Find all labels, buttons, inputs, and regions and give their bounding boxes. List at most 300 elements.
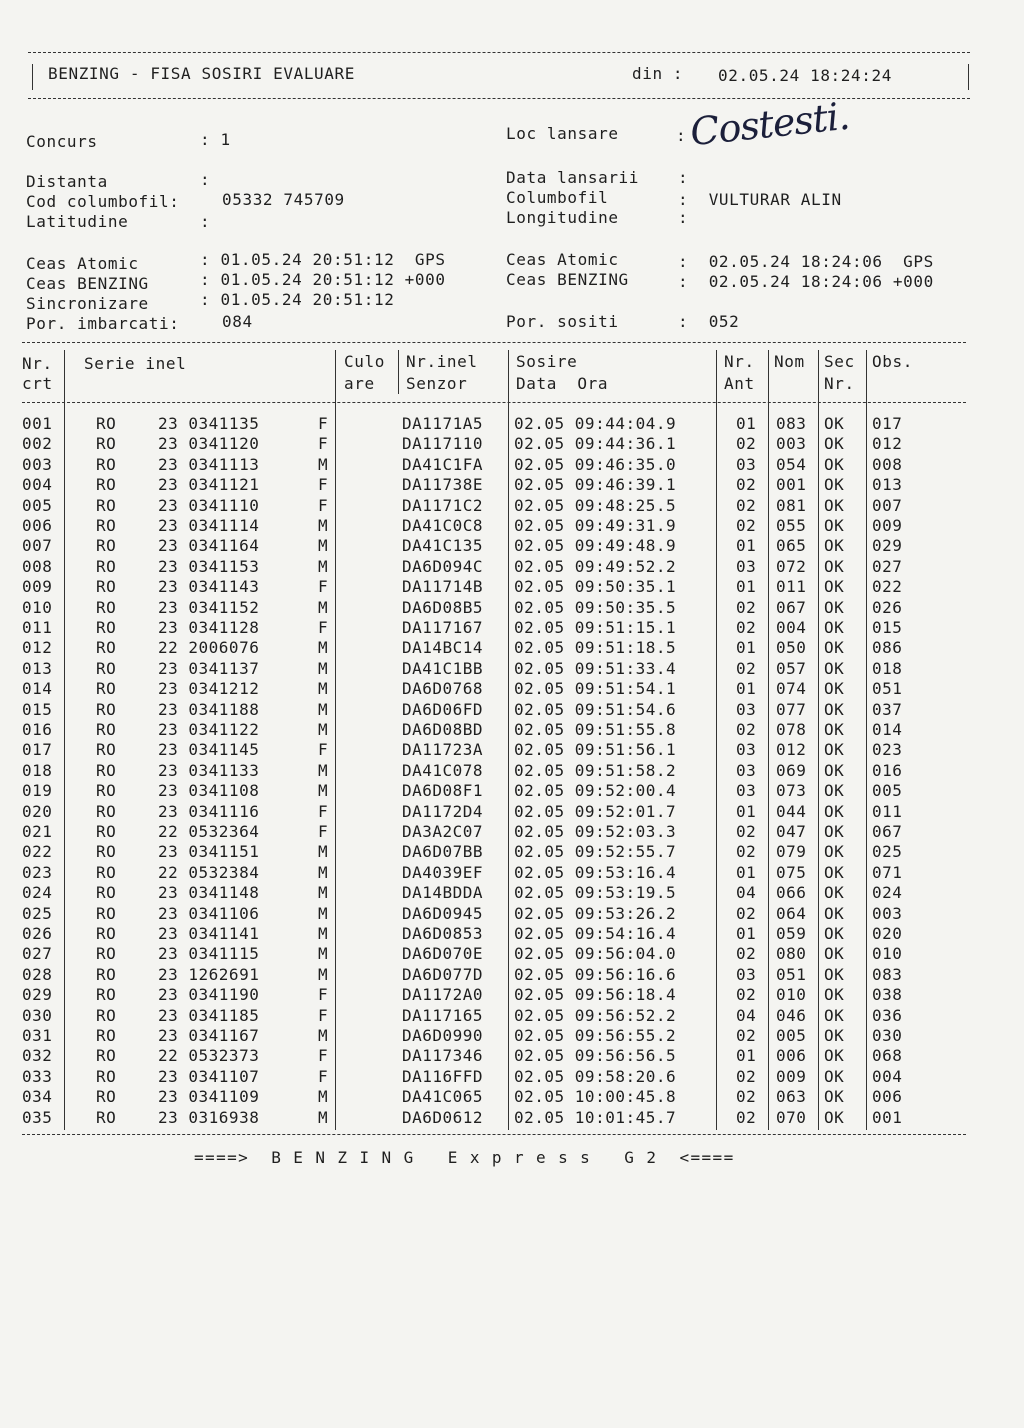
cell-obs: 023 [872,740,903,760]
cell-antenna: 01 [736,679,757,699]
cell-arrival-time: 02.05 09:49:31.9 [514,516,677,535]
col-header-nr-ant: Nr. [724,352,755,371]
concurs-label: Concurs [26,132,98,151]
cell-country: RO [96,1026,117,1045]
cell-arrival-time: 02.05 09:50:35.1 [514,577,677,597]
cell-nr: 026 [22,924,53,943]
cell-sex: M [318,1107,329,1127]
cell-obs: 020 [872,924,903,943]
ceas-atomic-start-value: : 01.05.24 20:51:12 GPS [200,250,446,269]
cell-ring-number: 23 0341120 [158,434,260,454]
cell-antenna: 03 [736,699,757,719]
cell-ring-number: 23 0341114 [158,516,260,535]
cell-obs: 009 [872,516,903,535]
cell-sex: M [318,699,329,719]
cell-nr: 002 [22,434,53,454]
cell-sex: M [318,679,329,699]
ceas-atomic-start-label: Ceas Atomic [26,254,139,273]
data-lansarii-value: : [678,168,689,187]
cell-country: RO [96,964,117,984]
cell-country: RO [96,679,117,699]
cell-antenna: 01 [736,801,757,821]
cell-sex: M [318,597,329,617]
table-top-border [22,342,966,343]
cell-sex: F [318,985,329,1005]
cell-sensor-ring: DA6D06FD [402,699,484,719]
cell-country: RO [96,862,117,882]
cell-obs: 006 [872,1087,903,1107]
cell-country: RO [96,414,117,433]
cell-arrival-time: 02.05 09:51:55.8 [514,720,677,739]
cell-sec: OK [824,964,845,984]
din-label: din : [632,64,684,83]
cell-sensor-ring: DA117165 [402,1005,484,1025]
cell-nr: 024 [22,883,53,903]
cell-sec: OK [824,760,845,780]
cell-country: RO [96,760,117,780]
cell-country: RO [96,801,117,821]
cell-arrival-time: 02.05 09:52:00.4 [514,781,677,801]
cell-sec: OK [824,720,845,739]
cell-obs: 018 [872,658,903,678]
cell-country: RO [96,1107,117,1127]
cell-nr: 004 [22,475,53,495]
cell-obs: 068 [872,1046,903,1066]
cell-country: RO [96,1005,117,1025]
col-header-ant: Ant [724,374,755,393]
cell-arrival-time: 02.05 09:44:36.1 [514,434,677,454]
cell-nom: 051 [776,964,807,984]
cell-nr: 032 [22,1046,53,1066]
cell-antenna: 02 [736,985,757,1005]
cell-nr: 001 [22,414,53,433]
cell-sensor-ring: DA1172D4 [402,801,484,821]
cell-nom: 074 [776,679,807,699]
cell-sex: M [318,944,329,964]
por-sositi-value: : 052 [678,312,740,331]
cell-sec: OK [824,842,845,862]
loc-lansare-colon: : [676,126,687,145]
cell-arrival-time: 02.05 09:56:55.2 [514,1026,677,1045]
cell-nom: 067 [776,597,807,617]
cell-obs: 036 [872,1005,903,1025]
cell-antenna: 02 [736,475,757,495]
cell-obs: 010 [872,944,903,964]
cell-sex: M [318,536,329,556]
cell-sex: M [318,924,329,943]
cell-nom: 009 [776,1066,807,1086]
cell-nom: 073 [776,781,807,801]
cell-sec: OK [824,924,845,943]
cell-sex: F [318,822,329,841]
cell-antenna: 01 [736,536,757,556]
cell-sec: OK [824,658,845,678]
cell-country: RO [96,638,117,658]
latitudine-value: : [200,212,211,231]
table-header-divider [22,402,966,403]
cell-ring-number: 23 0341137 [158,658,260,678]
col-header-sec: Sec [824,352,855,371]
cell-obs: 004 [872,1066,903,1086]
cell-country: RO [96,618,117,637]
cell-arrival-time: 02.05 09:51:15.1 [514,618,677,637]
cell-nr: 020 [22,801,53,821]
sincronizare-value: : 01.05.24 20:51:12 [200,290,395,309]
cell-country: RO [96,577,117,597]
cell-ring-number: 23 0341121 [158,475,260,495]
cell-sec: OK [824,577,845,597]
cell-sensor-ring: DA116FFD [402,1066,484,1086]
cell-country: RO [96,1087,117,1107]
cell-arrival-time: 02.05 09:49:52.2 [514,556,677,576]
col-header-culoare-2: are [344,374,375,393]
cell-antenna: 01 [736,638,757,658]
cell-antenna: 04 [736,883,757,903]
cell-obs: 067 [872,822,903,841]
cell-country: RO [96,434,117,454]
cell-antenna: 01 [736,862,757,882]
cell-obs: 022 [872,577,903,597]
cell-antenna: 02 [736,1107,757,1127]
cell-sensor-ring: DA11738E [402,475,484,495]
cell-antenna: 02 [736,822,757,841]
cell-antenna: 03 [736,556,757,576]
cell-arrival-time: 02.05 09:54:16.4 [514,924,677,943]
cell-antenna: 02 [736,618,757,637]
cell-ring-number: 23 0341128 [158,618,260,637]
cell-sex: F [318,414,329,433]
cell-sec: OK [824,985,845,1005]
cell-ring-number: 23 0341164 [158,536,260,556]
cell-sensor-ring: DA6D070E [402,944,484,964]
cell-antenna: 01 [736,1046,757,1066]
cell-arrival-time: 02.05 09:56:56.5 [514,1046,677,1066]
col-sep-ant [768,350,769,1130]
cell-arrival-time: 02.05 09:50:35.5 [514,597,677,617]
cell-nr: 011 [22,618,53,637]
cell-sec: OK [824,618,845,637]
cod-columbofil-value: 05332 745709 [222,190,345,209]
cell-sex: M [318,638,329,658]
cell-nr: 031 [22,1026,53,1045]
cell-arrival-time: 02.05 09:53:19.5 [514,883,677,903]
cell-ring-number: 23 0341133 [158,760,260,780]
cell-nr: 027 [22,944,53,964]
cell-nom: 075 [776,862,807,882]
cell-sec: OK [824,822,845,841]
cell-nr: 014 [22,679,53,699]
cell-obs: 005 [872,781,903,801]
cell-sec: OK [824,414,845,433]
cell-country: RO [96,944,117,964]
cell-nr: 009 [22,577,53,597]
cell-sex: M [318,883,329,903]
cell-obs: 014 [872,720,903,739]
cell-sec: OK [824,597,845,617]
col-sep-inel [508,350,509,1130]
cell-sec: OK [824,556,845,576]
col-sep-culoare [398,350,399,394]
cell-nr: 028 [22,964,53,984]
cell-nr: 013 [22,658,53,678]
cell-arrival-time: 02.05 09:46:39.1 [514,475,677,495]
cell-ring-number: 23 0341122 [158,720,260,739]
cell-sensor-ring: DA3A2C07 [402,822,484,841]
cell-sex: F [318,1066,329,1086]
cell-antenna: 02 [736,720,757,739]
cell-sensor-ring: DA117110 [402,434,484,454]
cell-sex: M [318,964,329,984]
cell-sensor-ring: DA6D094C [402,556,484,576]
cell-nom: 081 [776,495,807,515]
loc-lansare-label: Loc lansare [506,124,619,143]
cell-ring-number: 23 0341108 [158,781,260,801]
cell-sex: F [318,495,329,515]
cell-sec: OK [824,1107,845,1127]
cell-country: RO [96,842,117,862]
cell-obs: 013 [872,475,903,495]
cell-antenna: 02 [736,1087,757,1107]
cell-sex: M [318,842,329,862]
distanta-label: Distanta [26,172,108,191]
cell-nr: 015 [22,699,53,719]
cell-nr: 008 [22,556,53,576]
cell-sex: F [318,1005,329,1025]
cell-sensor-ring: DA14BC14 [402,638,484,658]
cell-country: RO [96,883,117,903]
cell-arrival-time: 02.05 09:49:48.9 [514,536,677,556]
cell-sec: OK [824,516,845,535]
cell-arrival-time: 02.05 09:51:18.5 [514,638,677,658]
table-bottom-border [22,1134,966,1135]
cell-sensor-ring: DA6D0768 [402,679,484,699]
col-header-data-ora: Data Ora [516,374,609,393]
cell-antenna: 03 [736,781,757,801]
cell-nr: 016 [22,720,53,739]
cell-country: RO [96,454,117,474]
ceas-atomic-end-label: Ceas Atomic [506,250,619,269]
cell-sex: M [318,556,329,576]
cell-sensor-ring: DA6D07BB [402,842,484,862]
data-lansarii-label: Data lansarii [506,168,640,187]
cell-obs: 007 [872,495,903,515]
col-sep-sosire [716,350,717,1130]
cell-sensor-ring: DA1171C2 [402,495,484,515]
cell-sensor-ring: DA117167 [402,618,484,637]
footer-banner: ====> B E N Z I N G E x p r e s s G 2 <==== [194,1148,735,1167]
distanta-value: : [200,170,211,189]
col-header-sosire: Sosire [516,352,578,371]
cell-obs: 083 [872,964,903,984]
cell-nr: 007 [22,536,53,556]
cell-antenna: 02 [736,903,757,923]
cell-arrival-time: 02.05 09:52:55.7 [514,842,677,862]
cell-arrival-time: 02.05 09:56:16.6 [514,964,677,984]
cell-nr: 010 [22,597,53,617]
cell-obs: 086 [872,638,903,658]
cell-sex: M [318,862,329,882]
cell-sensor-ring: DA41C1FA [402,454,484,474]
cell-obs: 025 [872,842,903,862]
cell-sensor-ring: DA6D0612 [402,1107,484,1127]
cell-sensor-ring: DA14BDDA [402,883,484,903]
cell-sec: OK [824,781,845,801]
cell-obs: 016 [872,760,903,780]
cell-sec: OK [824,475,845,495]
cell-sensor-ring: DA117346 [402,1046,484,1066]
col-header-nr: Nr. [22,354,53,373]
cell-sensor-ring: DA4039EF [402,862,484,882]
cell-country: RO [96,720,117,739]
cell-arrival-time: 02.05 09:51:58.2 [514,760,677,780]
cell-nr: 019 [22,781,53,801]
col-sep-nom [818,350,819,1130]
cell-antenna: 01 [736,924,757,943]
cell-sex: F [318,1046,329,1066]
cell-nr: 012 [22,638,53,658]
cell-sex: F [318,618,329,637]
ceas-atomic-end-value: : 02.05.24 18:24:06 GPS [678,252,934,271]
cell-arrival-time: 02.05 10:01:45.7 [514,1107,677,1127]
cell-nr: 005 [22,495,53,515]
cell-ring-number: 23 0341115 [158,944,260,964]
cell-sex: M [318,454,329,474]
cell-sex: M [318,1026,329,1045]
cell-country: RO [96,924,117,943]
cell-country: RO [96,1046,117,1066]
cell-sec: OK [824,434,845,454]
cell-sex: M [318,760,329,780]
cell-nr: 030 [22,1005,53,1025]
cell-sex: F [318,475,329,495]
cell-ring-number: 22 2006076 [158,638,260,658]
cell-sec: OK [824,903,845,923]
cell-nr: 021 [22,822,53,841]
cell-obs: 038 [872,985,903,1005]
cell-ring-number: 23 0341106 [158,903,260,923]
cell-nom: 054 [776,454,807,474]
cell-obs: 029 [872,536,903,556]
ceas-benzing-end-value: : 02.05.24 18:24:06 +000 [678,272,934,291]
cell-sec: OK [824,862,845,882]
cell-nom: 046 [776,1005,807,1025]
col-sep-nr [64,350,65,1130]
cell-obs: 024 [872,883,903,903]
cell-country: RO [96,985,117,1005]
cell-nom: 079 [776,842,807,862]
cell-nr: 003 [22,454,53,474]
cell-nom: 044 [776,801,807,821]
cell-nr: 018 [22,760,53,780]
header-left-border [32,64,33,90]
cell-sensor-ring: DA6D08BD [402,720,484,739]
cell-sec: OK [824,495,845,515]
cell-nr: 034 [22,1087,53,1107]
cell-ring-number: 23 0341167 [158,1026,260,1045]
cell-ring-number: 23 0341110 [158,495,260,515]
cell-antenna: 01 [736,577,757,597]
cell-sensor-ring: DA6D0945 [402,903,484,923]
cell-nom: 070 [776,1107,807,1127]
cell-nom: 066 [776,883,807,903]
cell-nom: 064 [776,903,807,923]
cell-country: RO [96,1066,117,1086]
cell-sec: OK [824,1026,845,1045]
cell-ring-number: 23 0341141 [158,924,260,943]
col-sep-sec [866,350,867,1130]
cell-antenna: 02 [736,658,757,678]
cell-ring-number: 22 0532373 [158,1046,260,1066]
concurs-value: : 1 [200,130,231,149]
cell-country: RO [96,781,117,801]
handwritten-location-signature: Costesti. [688,93,852,155]
cell-ring-number: 23 0341152 [158,597,260,617]
cell-obs: 008 [872,454,903,474]
cell-antenna: 02 [736,495,757,515]
cell-nr: 033 [22,1066,53,1086]
report-title: BENZING - FISA SOSIRI EVALUARE [48,64,355,83]
col-header-senzor: Senzor [406,374,468,393]
cell-arrival-time: 02.05 09:48:25.5 [514,495,677,515]
cell-sec: OK [824,699,845,719]
cell-nom: 065 [776,536,807,556]
cell-obs: 051 [872,679,903,699]
cell-nom: 072 [776,556,807,576]
cell-country: RO [96,475,117,495]
cell-nom: 005 [776,1026,807,1045]
cell-sec: OK [824,883,845,903]
cell-obs: 015 [872,618,903,637]
cell-ring-number: 23 0316938 [158,1107,260,1127]
cell-nr: 017 [22,740,53,760]
cell-sec: OK [824,801,845,821]
cell-nom: 080 [776,944,807,964]
cell-nom: 006 [776,1046,807,1066]
cell-arrival-time: 02.05 09:56:18.4 [514,985,677,1005]
cell-ring-number: 23 0341143 [158,577,260,597]
col-header-nom: Nom [774,352,805,371]
cell-nom: 055 [776,516,807,535]
cell-nom: 069 [776,760,807,780]
cell-nom: 078 [776,720,807,739]
col-header-nr-inel: Nr.inel [406,352,478,371]
por-imbarcati-label: Por. imbarcati: [26,314,180,333]
cell-arrival-time: 02.05 09:51:54.6 [514,699,677,719]
cell-sec: OK [824,1087,845,1107]
cell-country: RO [96,556,117,576]
cell-sec: OK [824,944,845,964]
columbofil-value: : VULTURAR ALIN [678,190,842,209]
cell-nr: 029 [22,985,53,1005]
cell-antenna: 02 [736,434,757,454]
cell-country: RO [96,903,117,923]
cell-sex: M [318,1087,329,1107]
cell-sensor-ring: DA41C0C8 [402,516,484,535]
cell-nr: 035 [22,1107,53,1127]
cell-ring-number: 23 0341188 [158,699,260,719]
cell-arrival-time: 02.05 09:52:03.3 [514,822,677,841]
cell-sex: M [318,903,329,923]
cell-obs: 030 [872,1026,903,1045]
latitudine-label: Latitudine [26,212,129,231]
cell-nom: 047 [776,822,807,841]
cell-antenna: 03 [736,964,757,984]
cell-arrival-time: 02.05 09:56:04.0 [514,944,677,964]
cell-obs: 026 [872,597,903,617]
cell-sec: OK [824,454,845,474]
cell-obs: 011 [872,801,903,821]
cell-antenna: 04 [736,1005,757,1025]
